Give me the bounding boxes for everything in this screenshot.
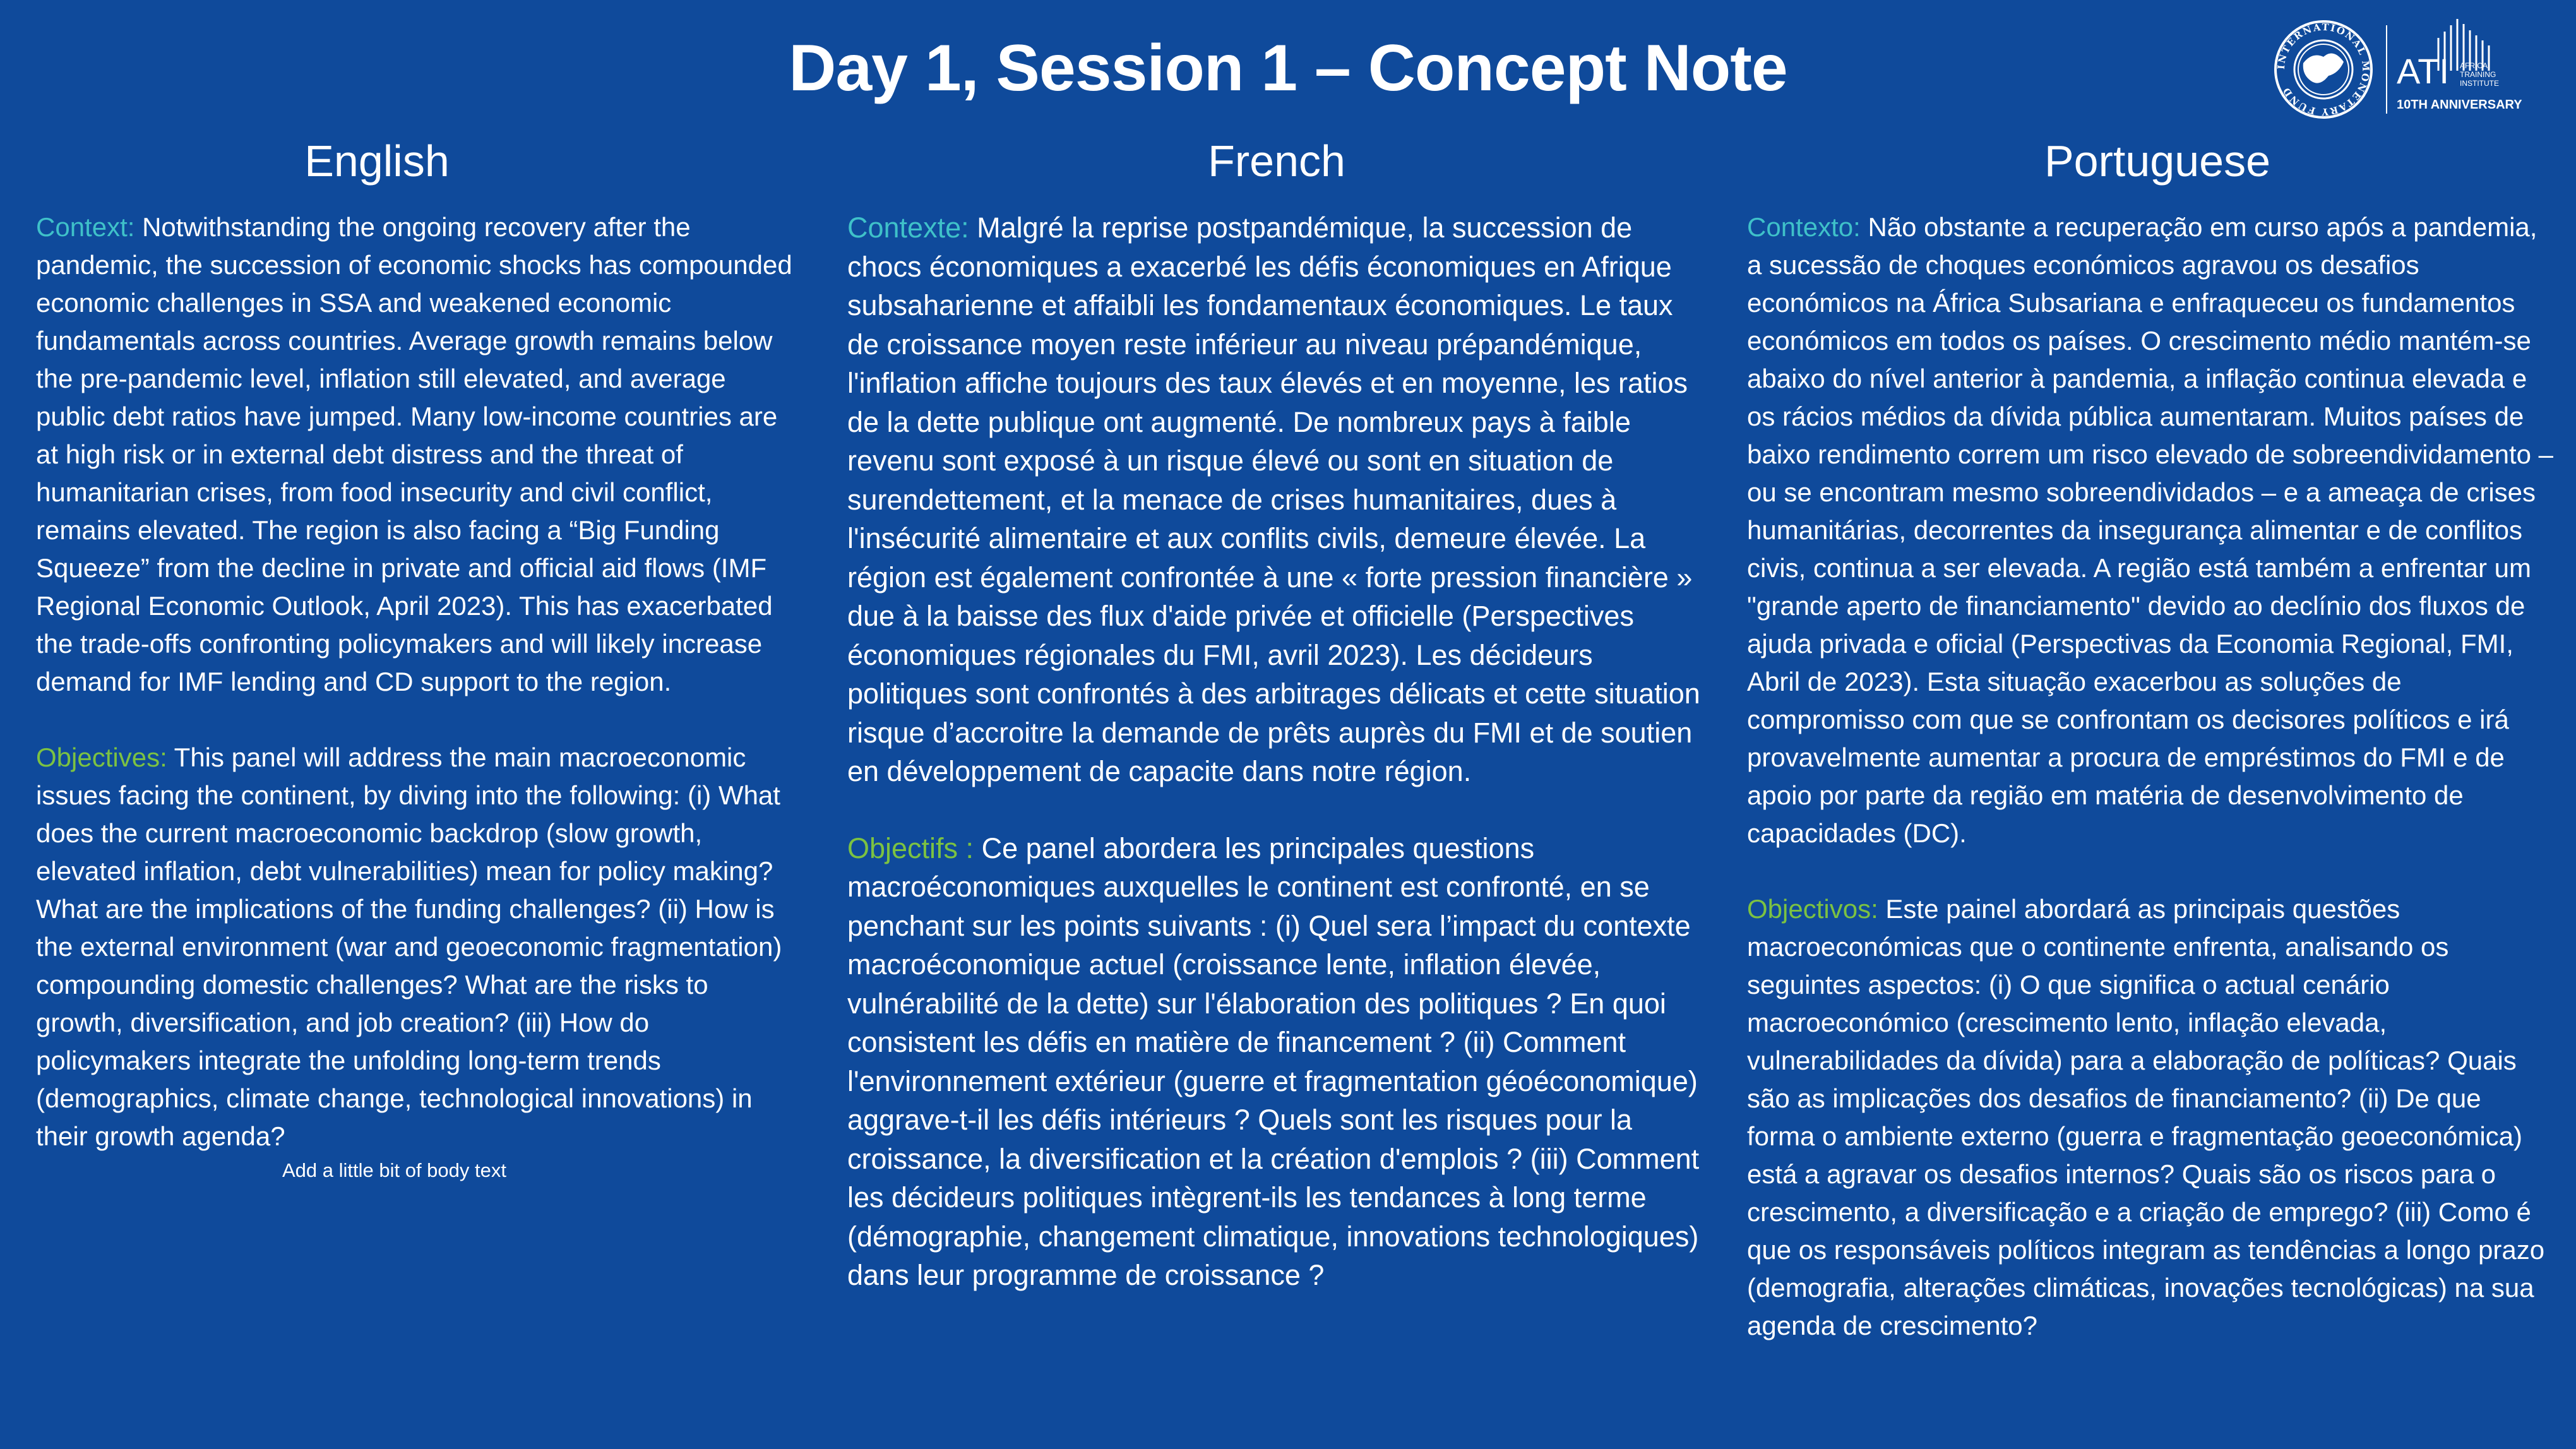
objectives-paragraph-english — [36, 739, 794, 1155]
imf-ati-logos — [2273, 13, 2563, 126]
imf-seal-icon — [2275, 21, 2372, 117]
context-paragraph-french — [847, 208, 1706, 791]
ati-sub-3: INSTITUTE — [2460, 79, 2499, 88]
context-label: Contexte: — [847, 212, 969, 244]
context-text: Malgré la reprise postpandémique, la succession de chocs économiques a exacerbé les défis économiques en Afrique subsaharienne et affaibli les fondamentaux économiques. Le taux de croissance moyen reste inférieur au niveau prépandémique, l'inflation affiche toujours des taux élevés et en moyenne, les ratios de la dette publique ont augmenté. De nombreux pays à faible revenu sont exposé à un risque élevé ou sont en situation de surendettement, et la menace de crises humanitaires, dues à l'insécurité alimentaire et aux conflits civils, demeure élevée. La région est également confrontée à une « forte pression financière » due à la baisse des flux d'aide privée et officielle (Perspectives économiques régionales du FMI, avril 2023). Les décideurs politiques sont confrontés à des arbitrages délicats et cette situation risque d’accroitre la demande de prêts auprès du FMI et de soutien en développement de capacite dans notre région. — [847, 212, 1700, 787]
objectives-label: Objectivos: — [1747, 894, 1878, 924]
column-heading-french: French — [1208, 136, 1345, 186]
svg-text:INTERNATIONAL MONETARY FUND: INTERNATIONAL MONETARY FUND — [2275, 21, 2372, 118]
objectives-paragraph-french — [847, 829, 1706, 1295]
objectives-paragraph-portuguese — [1747, 890, 2555, 1345]
objectives-text: This panel will address the main macroeconomic issues facing the continent, by diving into the following: (i) What does the current macroeconomic backdrop (slow growth, elevated inflation, debt vulnerabilities) mean for policy making? What are the implications of the funding challenges? (ii) How is the external environment (war and geoeconomic fragmentation) compounding domestic challenges? What are the risks to growth, diversification, and job creation? (iii) How do policymakers integrate the unfolding long-term trends (demographics, climate change, technological innovations) in their growth agenda? — [36, 742, 782, 1151]
context-label: Context: — [36, 212, 135, 242]
column-english — [36, 126, 794, 1183]
page-title: Day 1, Session 1 – Concept Note — [789, 32, 1787, 105]
ati-wordmark: ATI — [2397, 51, 2449, 91]
column-french — [847, 126, 1706, 1295]
logo-group — [2273, 13, 2563, 126]
placeholder-note: Add a little bit of body text — [282, 1159, 506, 1181]
column-heading-portuguese: Portuguese — [2044, 136, 2271, 186]
context-paragraph-portuguese — [1747, 208, 2555, 852]
objectives-text: Ce panel abordera les principales questions macroéconomiques auxquelles le continent est confronté, en se penchant sur les points suivants : (i) Quel sera l’impact du contexte macroéconomique actuel (croissance lente, inflation élevée, vulnérabilité de la dette) sur l'élaboration des politiques ? En quoi consistent les défis en matière de financement ? (ii) Comment l'environnement extérieur (guerre et fragmentation géoéconomique) aggrave-t-il les défis intérieurs ? Quels sont les risques pour la croissance, la diversification et la création d'emplois ? (iii) Comment les décideurs politiques intègrent-ils les tendances à long terme (démographie, changement climatique, innovations technologiques) dans leur programme de croissance ? — [847, 832, 1700, 1291]
column-heading-english: English — [304, 136, 450, 186]
objectives-text: Este painel abordará as principais questões macroeconómicas que o continente enfrenta, analisando os seguintes aspectos: (i) O que significa o actual cenário macroeconómico (crescimento lento, inflação elevada, vulnerabilidades da dívida) para a elaboração de políticas? Quais são as implicações dos desafios de financiamento? (ii) De que forma o ambiente externo (guerra e fragmentação geoeconómica) está a agravar os desafios internos? Quais são os riscos para o crescimento, a diversificação e a criação de emprego? (iii) Como é que os responsáveis políticos integram as tendências a longo prazo (demografia, alterações climáticas, inovações tecnológicas) na sua agenda de crescimento? — [1747, 894, 2545, 1340]
context-label: Contexto: — [1747, 212, 1861, 242]
objectives-label: Objectifs : — [847, 832, 974, 864]
context-paragraph-english — [36, 208, 794, 701]
anniversary-text: 10TH ANNIVERSARY — [2397, 98, 2522, 112]
column-portuguese — [1747, 126, 2555, 1345]
context-text: Notwithstanding the ongoing recovery after the pandemic, the succession of economic shocks has compounded economic challenges in SSA and weakened economic fundamentals across countries. Average growth remains below the pre-pandemic level, inflation still elevated, and average public debt ratios have jumped. Many low-income countries are at high risk or in external debt distress and the threat of humanitarian crises, from food insecurity and civil conflict, remains elevated. The region is also facing a “Big Funding Squeeze” from the decline in private and official aid flows (IMF Regional Economic Outlook, April 2023). This has exacerbated the trade-offs confronting policymakers and will likely increase demand for IMF lending and CD support to the region. — [36, 212, 792, 696]
context-text: Não obstante a recuperação em curso após a pandemia, a sucessão de choques económicos agravou os desafios económicos na África Subsariana e enfraqueceu os fundamentos económicos em todos os países. O crescimento médio mantém-se abaixo do nível anterior à pandemia, a inflação continua elevada e os rácios médios da dívida pública aumentaram. Muitos países de baixo rendimento correm um risco elevado de sobreendividamento – ou se encontram mesmo sobreendividados – e a ameaça de crises humanitárias, decorrentes da insegurança alimentar e de conflitos civis, continua a ser elevada. A região está também a enfrentar um "grande aperto de financiamento" devido ao declínio dos fluxos de ajuda privada e oficial (Perspectivas da Economia Regional, FMI, Abril de 2023). Esta situação exacerbou as soluções de compromisso com que se confrontam os decisores políticos e irá provavelmente aumentar a procura de empréstimos do FMI e de apoio por parte da região em matéria de desenvolvimento de capacidades (DC). — [1747, 212, 2554, 848]
ati-sub-2: TRAINING — [2460, 70, 2496, 79]
ati-sub-1: AFRICA — [2460, 61, 2488, 70]
objectives-label: Objectives: — [36, 742, 167, 772]
